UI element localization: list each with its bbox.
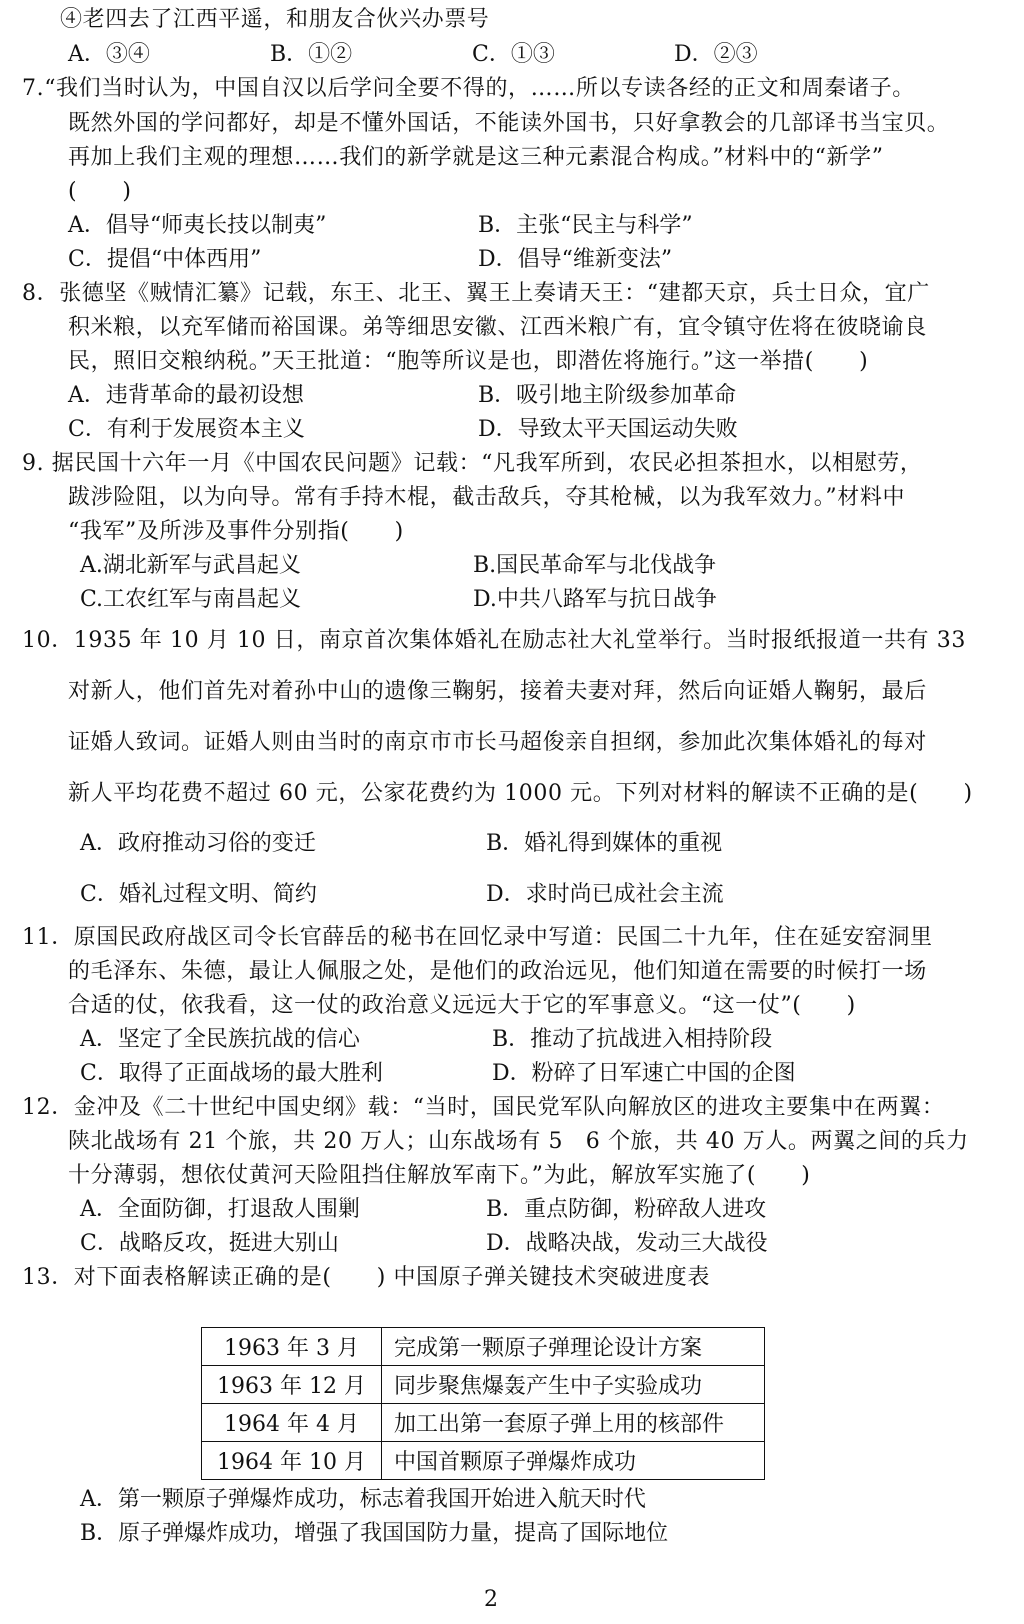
table-row [202, 1404, 765, 1442]
q10-option-a: A．政府推动习俗的变迁 [80, 831, 316, 856]
q10-line-1: 10．1935 年 10 月 10 日，南京首次集体婚礼在励志社大礼堂举行。当时报纸报道一共有 33 [22, 628, 966, 653]
q13-option-a: A．第一颗原子弹爆炸成功，标志着我国开始进入航天时代 [80, 1487, 646, 1512]
q8-option-b: B．吸引地主阶级参加革命 [478, 383, 737, 408]
table-cell-date: 1963 年 12 月 [202, 1366, 382, 1404]
q11-line-3: 合适的仗，依我看，这一仗的政治意义远远大于它的军事意义。“这一仗”( ) [68, 993, 856, 1018]
q10-option-b: B．婚礼得到媒体的重视 [486, 831, 723, 856]
q11-line-1: 11．原国民政府战区司令长官薛岳的秘书在回忆录中写道：民国二十九年，住在延安窑洞里 [22, 925, 933, 950]
q12-option-b: B．重点防御，粉碎敌人进攻 [486, 1197, 767, 1222]
table-cell-event: 中国首颗原子弹爆炸成功 [382, 1442, 765, 1480]
table-cell-event: 同步聚焦爆轰产生中子实验成功 [382, 1366, 765, 1404]
atomic-bomb-progress-table [201, 1327, 765, 1480]
q11-line-2: 的毛泽东、朱德，最让人佩服之处，是他们的政治远见，他们知道在需要的时候打一场 [68, 959, 927, 984]
q7-line-4: ( ) [68, 179, 132, 204]
q7-option-a: A．倡导“师夷长技以制夷” [68, 213, 327, 238]
q7-line-2: 既然外国的学问都好，却是不懂外国话，不能读外国书，只好拿教会的几部译书当宝贝。 [68, 111, 950, 136]
prev-option-d: D．②③ [674, 42, 758, 67]
table-cell-date: 1964 年 10 月 [202, 1442, 382, 1480]
q10-line-4: 新人平均花费不超过 60 元，公家花费约为 1000 元。下列对材料的解读不正确的是( ) [68, 781, 973, 806]
q8-option-d: D．导致太平天国运动失败 [478, 417, 738, 442]
q9-line-1: 9. 据民国十六年一月《中国农民问题》记载：“凡我军所到，农民必担茶担水，以相慰劳， [22, 451, 923, 476]
table-cell-event: 加工出第一套原子弹上用的核部件 [382, 1404, 765, 1442]
q9-option-b: B.国民革命军与北伐战争 [473, 553, 717, 578]
q7-option-b: B．主张“民主与科学” [478, 213, 693, 238]
prev-option-a: A．③④ [68, 42, 150, 67]
q10-option-d: D．求时尚已成社会主流 [486, 882, 724, 907]
q12-option-a: A．全面防御，打退敌人围剿 [80, 1197, 360, 1222]
q9-line-3: “我军”及所涉及事件分别指( ) [68, 519, 404, 544]
q11-option-b: B．推动了抗战进入相持阶段 [492, 1027, 773, 1052]
table-row [202, 1328, 765, 1366]
q12-line-1: 12．金冲及《二十世纪中国史纲》载：“当时，国民党军队向解放区的进攻主要集中在两翼： [22, 1095, 945, 1120]
q13-option-b: B．原子弹爆炸成功，增强了我国国防力量，提高了国际地位 [80, 1521, 669, 1546]
q10-line-2: 对新人，他们首先对着孙中山的遗像三鞠躬，接着夫妻对拜，然后向证婚人鞠躬，最后 [68, 679, 927, 704]
q9-option-d: D.中共八路军与抗日战争 [473, 587, 717, 612]
q12-option-c: C．战略反攻，挺进大别山 [80, 1231, 339, 1256]
prev-option-b: B．①② [270, 42, 353, 67]
q11-option-c: C．取得了正面战场的最大胜利 [80, 1061, 383, 1086]
q8-option-c: C．有利于发展资本主义 [68, 417, 305, 442]
table-row [202, 1366, 765, 1404]
prev-option-c: C．①③ [472, 42, 555, 67]
q7-line-1: 7.“我们当时认为，中国自汉以后学问全要不得的，……所以专读各经的正文和周秦诸子。 [22, 76, 915, 101]
q12-line-3: 十分薄弱，想依仗黄河天险阻挡住解放军南下。”为此，解放军实施了( ) [68, 1163, 811, 1188]
q8-option-a: A．违背革命的最初设想 [68, 383, 304, 408]
q9-option-a: A.湖北新军与武昌起义 [80, 553, 301, 578]
prev-item-4: ④老四去了江西平遥，和朋友合伙兴办票号 [60, 7, 490, 32]
q7-line-3: 再加上我们主观的理想……我们的新学就是这三种元素混合构成。”材料中的“新学” [68, 145, 884, 170]
q10-option-c: C．婚礼过程文明、简约 [80, 882, 317, 907]
q10-line-3: 证婚人致词。证婚人则由当时的南京市市长马超俊亲自担纲，参加此次集体婚礼的每对 [68, 730, 927, 755]
table-row [202, 1442, 765, 1480]
table-cell-event: 完成第一颗原子弹理论设计方案 [382, 1328, 765, 1366]
table-cell-date: 1963 年 3 月 [202, 1328, 382, 1366]
q11-option-d: D．粉碎了日军速亡中国的企图 [492, 1061, 796, 1086]
page-number: 2 [484, 1587, 498, 1612]
q9-option-c: C.工农红军与南昌起义 [80, 587, 302, 612]
q9-line-2: 跋涉险阻，以为向导。常有手持木棍，截击敌兵，夺其枪械，以为我军效力。”材料中 [68, 485, 906, 510]
q8-line-2: 积米粮，以充军储而裕国课。弟等细思安徽、江西米粮广有，宜令镇守佐将在彼晓谕良 [68, 315, 927, 340]
table-cell-date: 1964 年 4 月 [202, 1404, 382, 1442]
q7-option-c: C．提倡“中体西用” [68, 247, 262, 272]
q7-option-d: D．倡导“维新变法” [478, 247, 673, 272]
q8-line-1: 8．张德坚《贼情汇纂》记载，东王、北王、翼王上奏请天王：“建都天京，兵士日众，宜广 [22, 281, 930, 306]
q12-line-2: 陕北战场有 21 个旅，共 20 万人；山东战场有 5 6 个旅，共 40 万人。两翼之间的兵力 [68, 1129, 969, 1154]
q12-option-d: D．战略决战，发动三大战役 [486, 1231, 768, 1256]
q11-option-a: A．坚定了全民族抗战的信心 [80, 1027, 360, 1052]
q8-line-3: 民，照旧交粮纳税。”天王批道：“胞等所议是也，即潜佐将施行。”这一举措( ) [68, 349, 869, 374]
q13-line-1: 13．对下面表格解读正确的是( ) 中国原子弹关键技术突破进度表 [22, 1265, 710, 1290]
